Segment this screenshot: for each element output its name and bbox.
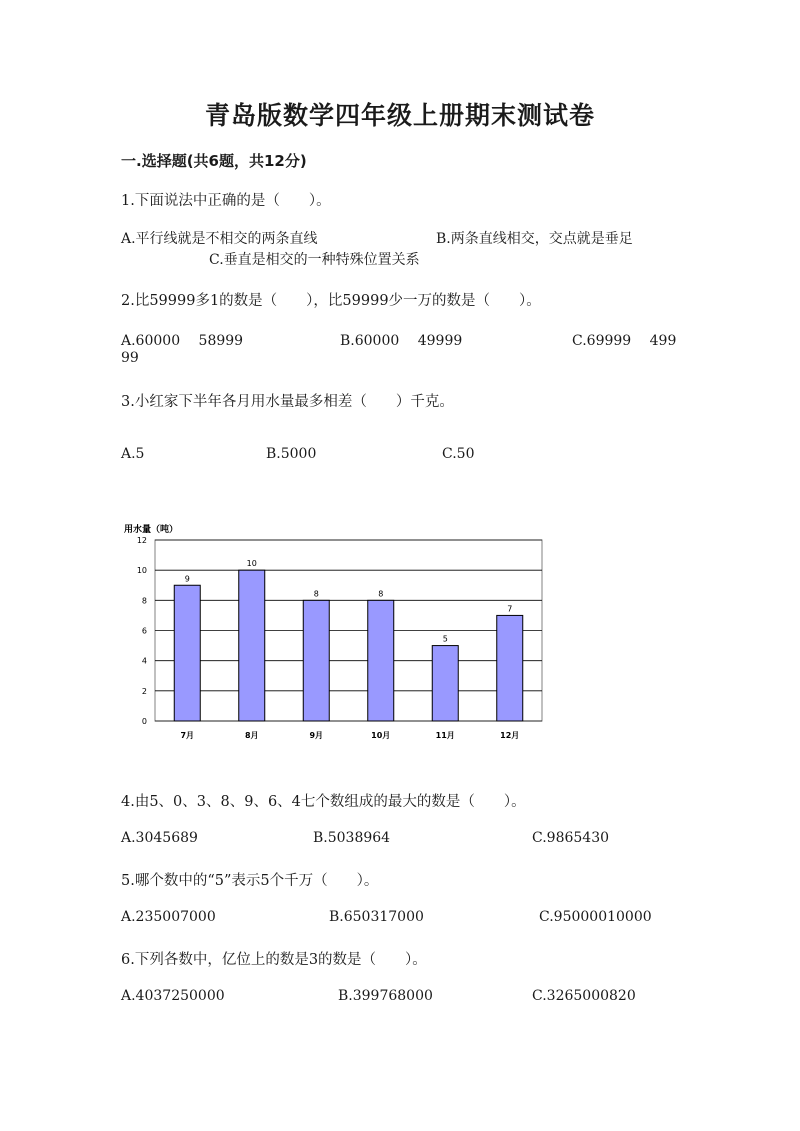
x-tick-label: 7月 [180,731,195,740]
question-1-option-b: B.两条直线相交，交点就是垂足 [436,231,633,247]
question-4-option-a: A.3045689 [121,830,198,846]
question-1-stem: 1.下面说法中正确的是（ ）。 [121,193,331,209]
bar-value-label: 8 [378,589,384,599]
y-tick-label: 6 [141,626,147,636]
question-4-option-c: C.9865430 [532,830,610,846]
question-6-option-b: B.399768000 [338,988,433,1004]
y-tick-label: 10 [136,566,147,576]
bar-8月 [239,570,265,721]
question-3-option-a: A.5 [121,446,145,462]
y-tick-label: 12 [136,536,147,545]
y-tick-label: 0 [141,717,147,726]
water-usage-bar-chart [118,518,558,748]
bar-12月 [497,615,523,721]
x-tick-label: 10月 [371,731,391,740]
y-tick-label: 2 [141,686,147,696]
question-5-option-a: A.235007000 [121,909,216,925]
question-6-stem: 6.下列各数中，亿位上的数是3的数是（ ）。 [121,952,427,968]
bar-value-label: 7 [507,604,513,614]
x-tick-label: 11月 [435,731,455,740]
bar-7月 [174,585,200,721]
bar-value-label: 9 [184,574,190,584]
y-tick-label: 4 [141,656,147,666]
question-2-option-a: A.60000 58999 [121,333,244,349]
y-tick-label: 8 [141,596,147,606]
question-2-option-b: B.60000 49999 [340,333,463,349]
bar-10月 [368,600,394,721]
question-4-option-b: B.5038964 [313,830,391,846]
question-2-stem: 2.比59999多1的数是（ ），比59999少一万的数是（ ）。 [121,293,541,309]
bar-11月 [432,646,458,721]
question-2-option-c-wrap: 99 [121,350,139,366]
x-tick-label: 8月 [244,731,259,740]
question-1-option-a: A.平行线就是不相交的两条直线 [121,231,318,247]
question-4-stem: 4.由5、0、3、8、9、6、4七个数组成的最大的数是（ ）。 [121,794,526,810]
x-tick-label: 12月 [500,731,520,740]
question-3-stem: 3.小红家下半年各月用水量最多相差（ ）千克。 [121,394,454,410]
question-6-option-c: C.3265000820 [532,988,636,1004]
question-3-option-c: C.50 [442,446,475,462]
question-6-option-a: A.4037250000 [121,988,225,1004]
bar-value-label: 5 [442,634,448,644]
question-2-option-c: C.69999 499 [572,333,677,349]
question-5-stem: 5.哪个数中的“5”表示5个千万（ ）。 [121,873,379,889]
bar-value-label: 8 [313,589,319,599]
question-5-option-c: C.95000010000 [539,909,652,925]
x-tick-label: 9月 [309,731,324,740]
bar-value-label: 10 [246,559,257,569]
chart-title: 用水量（吨） [124,525,179,535]
question-5-option-b: B.650317000 [329,909,424,925]
bar-9月 [303,600,329,721]
question-3-option-b: B.5000 [266,446,317,462]
page-title: 青岛版数学四年级上册期末测试卷 [204,101,595,130]
section-heading: 一.选择题(共6题，共12分) [121,152,307,170]
question-1-option-c: C.垂直是相交的一种特殊位置关系 [209,252,420,268]
